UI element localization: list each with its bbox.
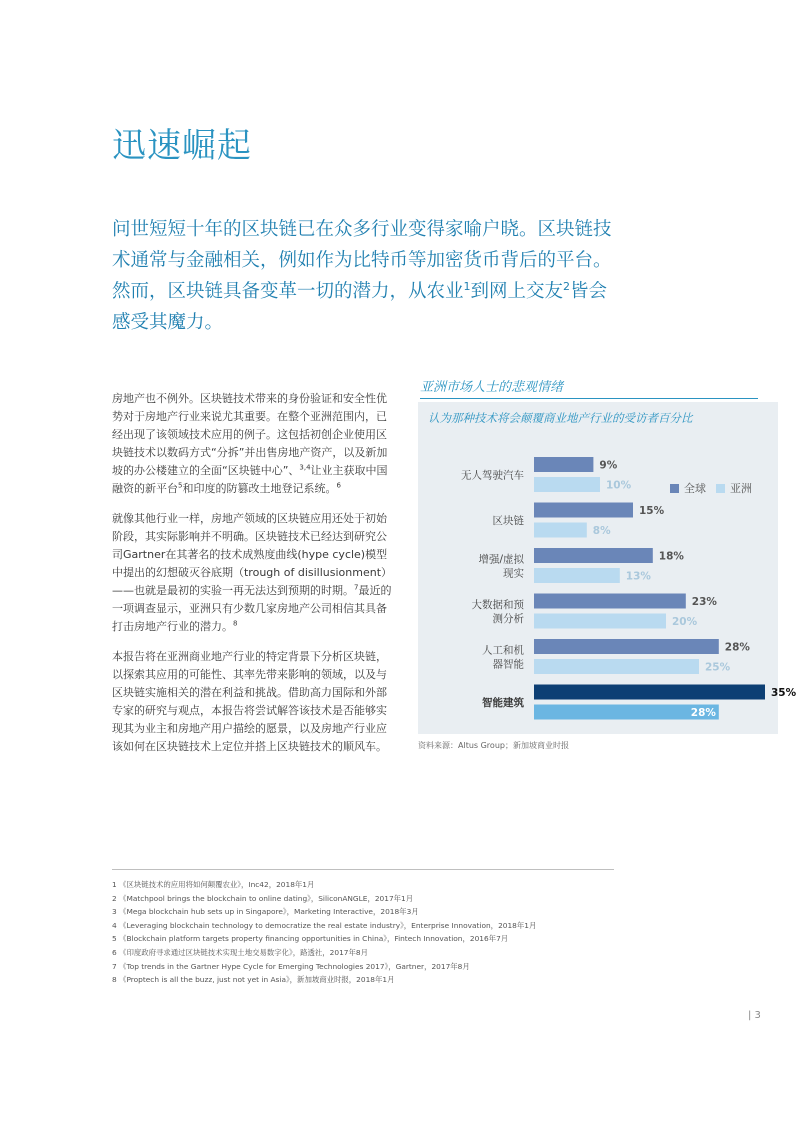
category-label-3-1: 测分析 bbox=[492, 613, 524, 625]
footnote-2: 2 《Matchpool brings the blockchain to online dating》，SiliconANGLE，2017年1月 bbox=[112, 893, 414, 903]
value-label-global-5: 35% bbox=[771, 687, 797, 699]
bar-global-1 bbox=[534, 503, 633, 518]
category-label-1-0: 区块链 bbox=[492, 515, 524, 527]
bar-global-5 bbox=[534, 685, 765, 700]
footnotes bbox=[112, 878, 732, 987]
category-label-4-1: 器智能 bbox=[492, 658, 524, 671]
value-label-global-1: 15% bbox=[639, 505, 665, 517]
value-label-asia-3: 20% bbox=[672, 616, 698, 628]
bar-asia-0 bbox=[534, 477, 600, 492]
body-paragraph-2: 就像其他行业一样，房地产领域的区块链应用还处于初始阶段，其实际影响并不明确。区块链技术已经达到研究公司Gartner在其著名的技术成熟度曲线(hype cycle)模型中提出的幻想破灭谷底期（trough of disillusionment）——也就是最初的实验一再无法达到预期的时期。$^7$最近的一项调查显示，亚洲只有少数几家房地产公司相信其具备打击房地产行业的潜力。$^8$ bbox=[112, 512, 393, 633]
category-label-3-0: 大数据和预 bbox=[471, 599, 524, 611]
value-label-asia-4: 25% bbox=[705, 661, 731, 674]
category-label-4-0: 人工和机 bbox=[482, 644, 524, 657]
page-number: | 3 bbox=[748, 1010, 761, 1021]
chart-source: 资料来源：Altus Group；新加坡商业时报 bbox=[418, 741, 569, 750]
footnote-divider bbox=[112, 869, 614, 870]
legend-label-asia: 亚洲 bbox=[730, 482, 752, 495]
footnote-8: 8 《Proptech is all the buzz, just not yet in Asia》，新加坡商业时报，2018年1月 bbox=[112, 975, 395, 985]
intro-paragraph: 问世短短十年的区块链已在众多行业变得家喻户晓。区块链技术通常与金融相关，例如作为比特币等加密货币背后的平台。然而，区块链具备变革一切的潜力，从农业$^1$到网上交友$^2$皆会感受其魔力。 bbox=[112, 219, 612, 333]
footnote-5: 5 《Blockchain platform targets property financing opportunities in China》，Fintech Innovation，2016年7月 bbox=[112, 934, 509, 944]
value-label-global-0: 9% bbox=[599, 459, 618, 472]
value-label-global-4: 28% bbox=[724, 641, 750, 654]
body-paragraph-3: 本报告将在亚洲商业地产行业的特定背景下分析区块链，以探索其应用的可能性、其率先带来影响的领域，以及与区块链实施相关的潜在利益和挑战。借助高力国际和外部专家的研究与观点，本报告将尝试解答该技术是否能够实现其为业主和房地产用户描绘的愿景，以及房地产行业应该如何在区块链技术上定位并搭上区块链技术的顺风车。 bbox=[112, 650, 387, 753]
footnote-1: 1 《区块链技术的应用将如何颠覆农业》，Inc42，2018年1月 bbox=[112, 880, 315, 889]
footnote-6: 6 《印度政府寻求通过区块链技术实现土地交易数字化》，路透社，2017年8月 bbox=[112, 947, 368, 957]
bar-chart bbox=[418, 402, 797, 734]
value-label-asia-2: 13% bbox=[625, 570, 651, 583]
chart-heading: 亚洲市场人士的悲观情绪 bbox=[420, 376, 758, 399]
bar-asia-4 bbox=[534, 659, 699, 674]
bar-global-0 bbox=[534, 457, 593, 472]
category-label-0-0: 无人驾驶汽车 bbox=[461, 469, 524, 482]
bar-global-3 bbox=[534, 594, 686, 609]
value-label-asia-5: 28% bbox=[690, 707, 716, 719]
footnote-3: 3 《Mega blockchain hub sets up in Singapore》，Marketing Interactive，2018年3月 bbox=[112, 907, 419, 917]
bar-global-2 bbox=[534, 548, 653, 563]
chart-subtitle: 认为那种技术将会颠覆商业地产行业的受访者百分比 bbox=[428, 411, 693, 425]
category-label-2-0: 增强/虚拟 bbox=[478, 553, 524, 566]
footnote-7: 7 《Top trends in the Gartner Hype Cycle for Emerging Technologies 2017》，Gartner，2017年8月 bbox=[112, 961, 470, 971]
value-label-asia-0: 10% bbox=[606, 479, 632, 492]
chart-legend bbox=[670, 480, 762, 496]
value-label-global-2: 18% bbox=[658, 550, 684, 563]
bar-asia-3 bbox=[534, 614, 666, 629]
category-label-2-1: 现实 bbox=[503, 567, 524, 580]
value-label-asia-1: 8% bbox=[592, 525, 611, 537]
bar-asia-2 bbox=[534, 568, 620, 583]
page-title: 迅速崛起 bbox=[112, 126, 252, 166]
body-column bbox=[112, 390, 394, 768]
footnote-4: 4 《Leveraging blockchain technology to democratize the real estate industry》，Enterprise Innovation，2018年1月 bbox=[112, 920, 537, 930]
legend-swatch-asia bbox=[716, 484, 725, 493]
value-label-global-3: 23% bbox=[691, 596, 717, 608]
bar-global-4 bbox=[534, 639, 719, 654]
legend-label-global: 全球 bbox=[684, 482, 706, 495]
legend-item-global bbox=[670, 480, 706, 496]
body-paragraph-1: 房地产也不例外。区块链技术带来的身份验证和安全性优势对于房地产行业来说尤其重要。在整个亚洲范围内，已经出现了该领域技术应用的例子。这包括初创企业使用区块链技术以数码方式“分拆”并出售房地产资产，以及新加坡的办公楼建立的全面“区块链中心”、$^{3,4}$让业主获取中国融资的新平台$^5$和印度的防篡改土地登记系统。$^6$ bbox=[112, 392, 388, 495]
legend-item-asia bbox=[716, 480, 752, 496]
bar-asia-1 bbox=[534, 523, 587, 538]
category-label-5-0: 智能建筑 bbox=[482, 697, 524, 709]
legend-swatch-global bbox=[670, 484, 679, 493]
